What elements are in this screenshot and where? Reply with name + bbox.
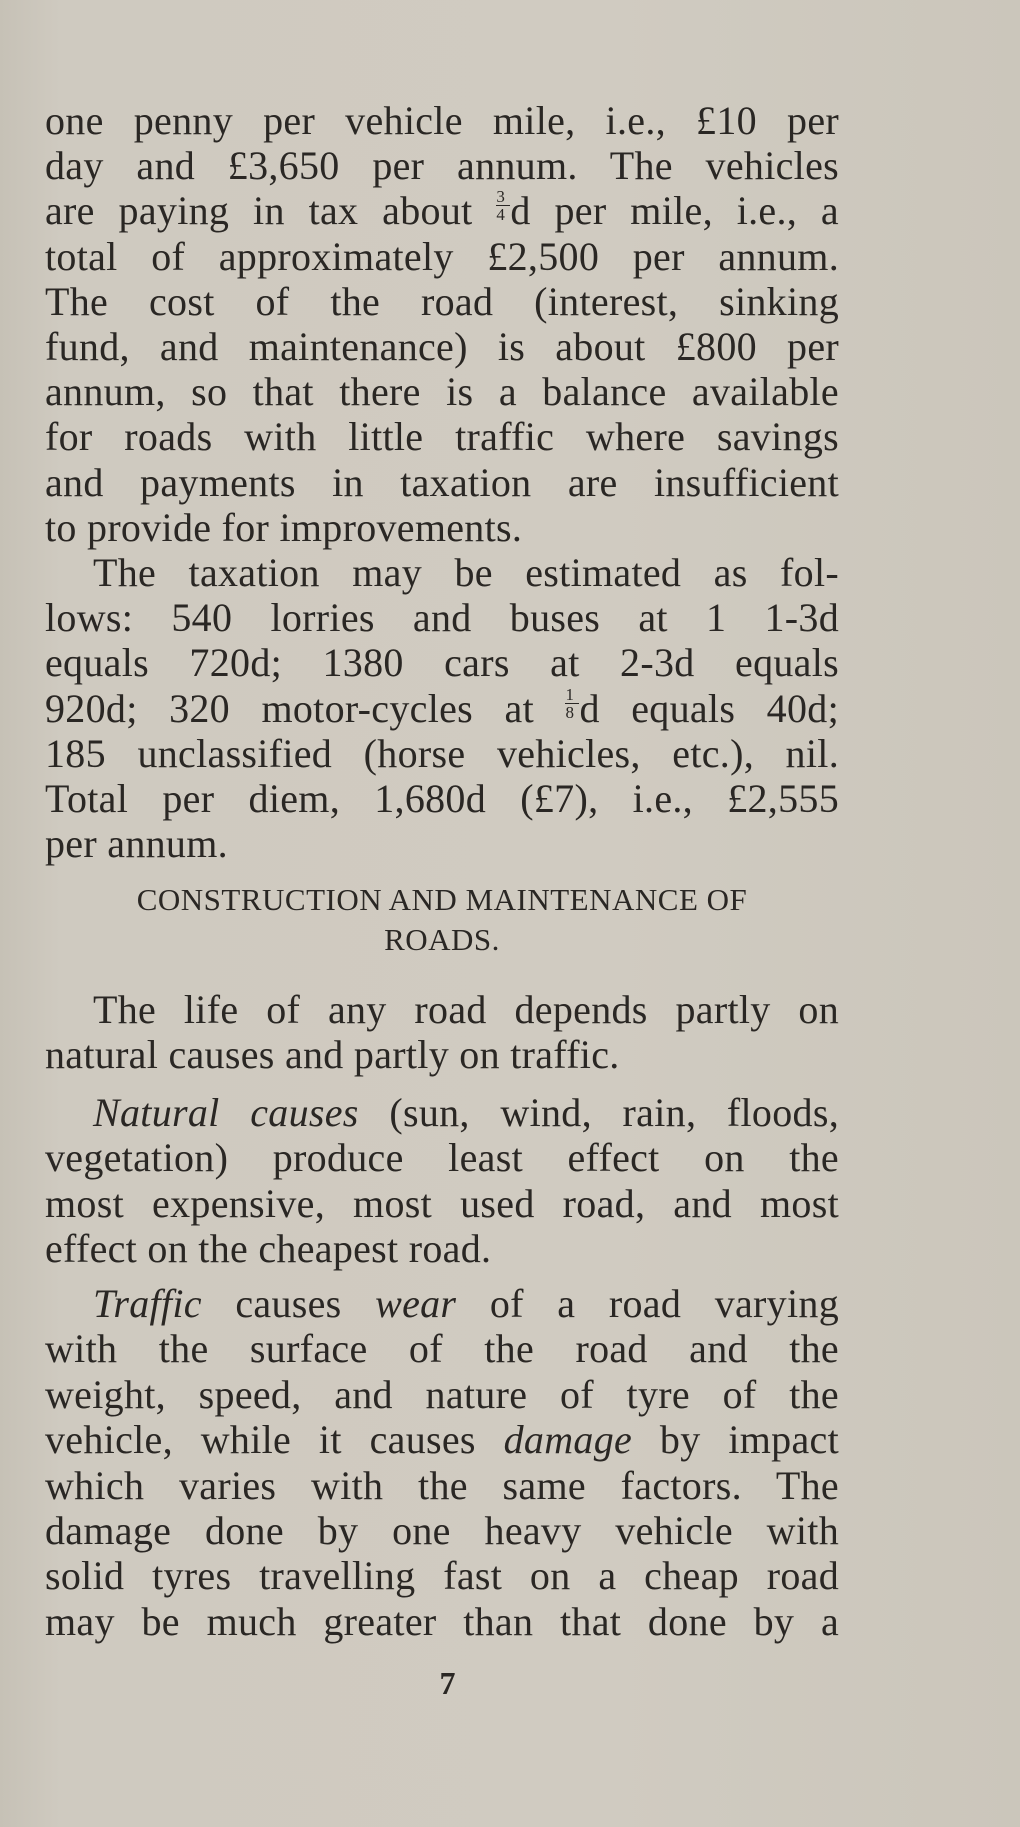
fraction-three-quarters [496,188,510,223]
text-line [45,1090,839,1135]
text-line [45,1417,839,1462]
text-line: natural causes and partly on traffic. [45,1032,620,1078]
fraction-one-eighth [565,686,579,721]
paragraph-4 [45,1090,839,1272]
text-line: per annum. [45,821,228,867]
italic-term: wear [375,1281,457,1326]
paragraph-1 [45,98,839,866]
text-line: solid tyres travelling fast on a cheap road [45,1553,839,1599]
text-fragment: d per mile, i.e., a [510,188,839,234]
text-line: day and £3,650 per annum. The vehicles [45,143,839,189]
text-fragment: 920d; 320 motor-cycles at [45,685,534,731]
text-line: Total per diem, 1,680d (£7), i.e., £2,555 [45,776,839,822]
text-line: effect on the cheapest road. [45,1226,492,1272]
text-fragment: of a road varying [456,1281,839,1326]
fraction-denominator: 4 [496,205,506,225]
text-fragment: causes [201,1281,376,1326]
text-fragment: (sun, wind, rain, floods, [358,1090,839,1135]
text-line [45,188,839,233]
text-line: The taxation may be estimated as fol- [93,550,839,596]
text-line: lows: 540 lorries and buses at 1 1-3d [45,595,839,641]
text-line: may be much greater than that done by a [45,1598,839,1644]
text-line: weight, speed, and nature of tyre of the [45,1371,839,1417]
italic-term: Traffic [93,1281,202,1326]
fraction-denominator: 8 [565,702,575,722]
text-line [45,686,839,731]
text-line [45,1281,839,1326]
text-line: with the surface of the road and the [45,1326,839,1372]
text-line: and payments in taxation are insufficient [45,459,839,505]
text-fragment: vehicle, while it causes [45,1417,504,1463]
text-line: one penny per vehicle mile, i.e., £10 per [45,98,839,143]
paragraph-3 [45,987,839,1078]
fraction-numerator: 3 [496,188,510,206]
text-line: fund, and maintenance) is about £800 per [45,324,839,370]
text-fragment: are paying in tax about [45,188,473,234]
section-heading [45,880,839,960]
paragraph-5 [45,1281,839,1644]
text-line: total of approximately £2,500 per annum. [45,233,839,279]
text-line: vegetation) produce least effect on the [45,1135,839,1181]
text-line: to provide for improvements. [45,504,523,550]
text-line: annum, so that there is a balance available [45,369,839,415]
text-line: The cost of the road (interest, sinking [45,278,839,324]
heading-line: ROADS. [384,922,500,957]
italic-term: damage [503,1417,633,1463]
text-line: which varies with the same factors. The [45,1462,839,1508]
fraction-numerator: 1 [565,686,579,704]
text-line: equals 720d; 1380 cars at 2-3d equals [45,640,839,686]
text-fragment: d equals 40d; [579,685,839,731]
text-line: 185 unclassified (horse vehicles, etc.), nil. [45,730,839,776]
text-line: damage done by one heavy vehicle with [45,1508,839,1554]
page-number: 7 [439,1665,456,1701]
heading-line: CONSTRUCTION AND MAINTENANCE OF [136,882,748,917]
text-fragment: by impact [632,1417,839,1463]
text-line: most expensive, most used road, and most [45,1180,839,1226]
italic-term: Natural causes [93,1090,359,1135]
text-line: The life of any road depends partly on [93,987,839,1032]
text-line: for roads with little traffic where savings [45,414,839,460]
